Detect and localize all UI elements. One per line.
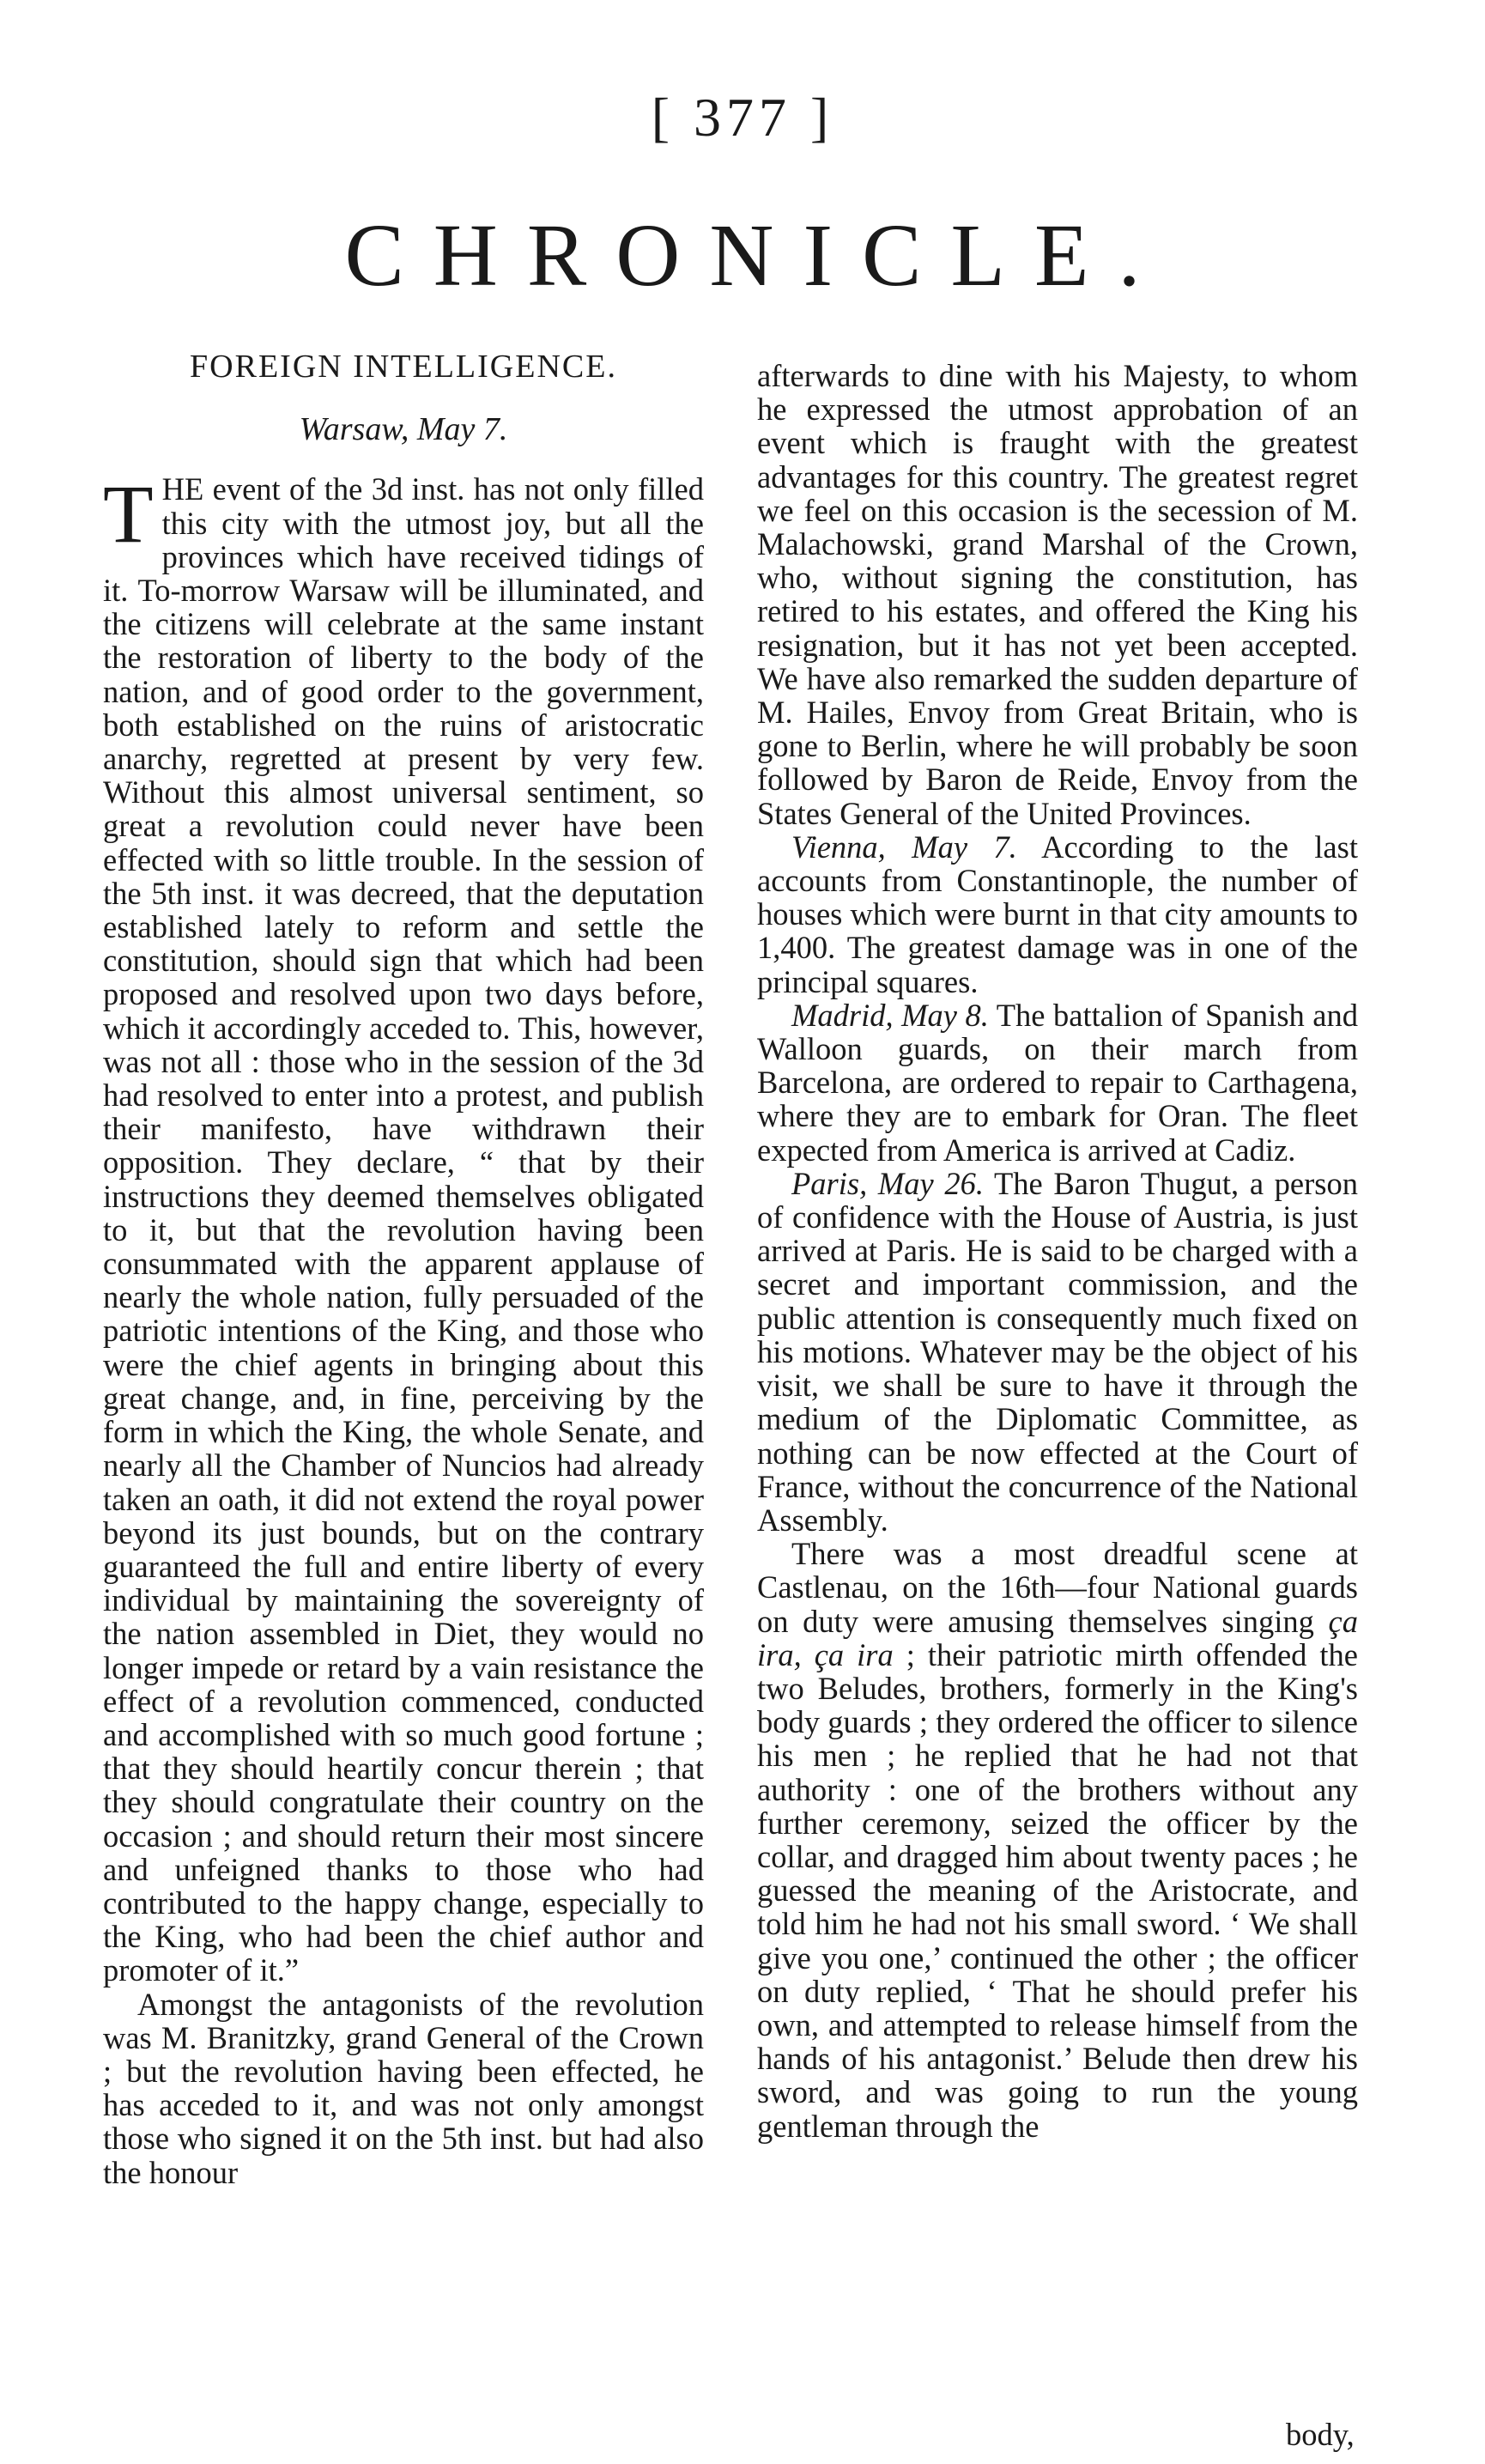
page-heading: CHRONICLE.	[344, 206, 1170, 305]
warsaw-paragraph-3: afterwards to dine with his Majesty, to whom he expressed the utmost approbation of an event which is fraught with the greatest advantages for this country. The greatest regret we feel on this occasion is the secession of M. Malachowski, grand Marshal of the Crown, who, without signing the constitution, has retired to his estates, and offered the King his resignation, but it has not yet been accepted. We have also remarked the sudden departure of M. Hailes, Envoy from Great Britain, who is gone to Berlin, where he will probably be soon followed by Baron de Reide, Envoy from the States General of the United Provinces.	[757, 358, 1358, 831]
song-title: ça ira, ça ira	[757, 1603, 1358, 1672]
right-column	[757, 359, 1358, 2143]
drop-cap: T	[103, 468, 154, 561]
warsaw-paragraph-1	[103, 468, 704, 1988]
warsaw-text-1: HE event of the 3d inst. has not only filled this city with the utmost joy, but all the provinces which have received tidings of it. To-morrow Warsaw will be illuminated, and the citizens will celebrate at the same instant the restoration of liberty to the body of the nation, and of good order to the government, both established on the ruins of aristocratic anarchy, regretted at present by very few. Without this almost universal sentiment, so great a revolution could never have been effected with so little trouble. In the session of the 5th inst. it was decreed, that the deputation established lately to reform and settle the constitution, should sign that which had been proposed and resolved upon two days before, which it accordingly acceded to. This, however, was not all : those who in the session of the 3d had resolved to enter into a protest, and publish their manifesto, have withdrawn their opposition. They declare, “ that by their instructions they deemed themselves obligated to it, but that the revolution having been consummated with the apparent applause of nearly the whole nation, fully persuaded of the patriotic intentions of the King, and those who were the chief agents in bringing about this great change, and, in fine, perceiving by the form in which the King, the whole Senate, and nearly all the Chamber of Nuncios had already taken an oath, it did not extend the royal power beyond its just bounds, but on the contrary guaranteed the full and entire liberty of every individual by maintaining the sovereignty of the nation assembled in Diet, they would no longer impede or retard by a vain resistance the effect of a revolution commenced, conducted and accomplished with so much good fortune ; that they should heartily concur therein ; that they should congratulate their country on the occasion ; and should return their most sincere and unfeigned thanks to those who had contributed to the happy change, especially to the King, who had been the chief author and promoter of it.”	[103, 471, 704, 1988]
dateline-vienna: Vienna, May 7.	[791, 828, 1017, 865]
page-number: [ 377 ]	[651, 87, 834, 148]
warsaw-paragraph-2: Amongst the antagonists of the revolution was M. Branitzky, grand General of the Crown ; but the revolution having been effected, he has acceded to it, and was not only amongst those who signed it on the 5th inst. but had also the honour	[103, 1986, 704, 2190]
section-title: FOREIGN INTELLIGENCE.	[190, 349, 617, 385]
dateline-paris: Paris, May 26.	[791, 1165, 985, 1201]
paris-paragraph	[757, 1167, 1358, 1537]
dateline-warsaw: Warsaw, May 7.	[299, 411, 508, 448]
paris-text: The Baron Thugut, a person of confidence with the House of Austria, is just arrived at Paris. He is said to be charged with a secret and important commission, and the public attention is consequently much fixed on his motions. Whatever may be the object of his visit, we shall be sure to have it through the medium of the Diplomatic Committee, as nothing can be now effected at the Court of France, without the concurrence of the National Assembly.	[757, 1165, 1358, 1538]
vienna-paragraph	[757, 830, 1358, 998]
left-column	[103, 350, 704, 2189]
dateline-madrid: Madrid, May 8.	[791, 997, 989, 1033]
madrid-text: The battalion of Spanish and Walloon guards, on their march from Barcelona, are ordered to repair to Carthagena, where they are to embark for Oran. The fleet expected from America is arrived at Cadiz.	[757, 997, 1358, 1168]
madrid-paragraph	[757, 998, 1358, 1167]
catchword: body,	[1286, 2417, 1355, 2452]
castelnau-text: There was a most dreadful scene at Castlenau, on the 16th—four National guards on duty were amusing themselves singing	[757, 1536, 1358, 1639]
castelnau-text-2: ; their patriotic mirth offended the two Beludes, brothers, formerly in the King's body guards ; they ordered the officer to silence his men ; he replied that he had not that authority : one of the brothers without any further ceremony, seized the officer by the collar, and dragged him about twenty paces ; he guessed the meaning of the Aristocrate, and told him he had not his small sword. ‘ We shall give you one,’ continued the other ; the officer on duty replied, ‘ That he should prefer his own, and attempted to release himself from the hands of his antagonist.’ Belude then drew his sword, and was going to run the young gentleman through the	[757, 1636, 1358, 2144]
vienna-text: According to the last accounts from Constantinople, the number of houses which were burnt in that city amounts to 1,400. The greatest damage was in one of the principal squares.	[757, 828, 1358, 999]
castelnau-paragraph	[757, 1537, 1358, 2143]
